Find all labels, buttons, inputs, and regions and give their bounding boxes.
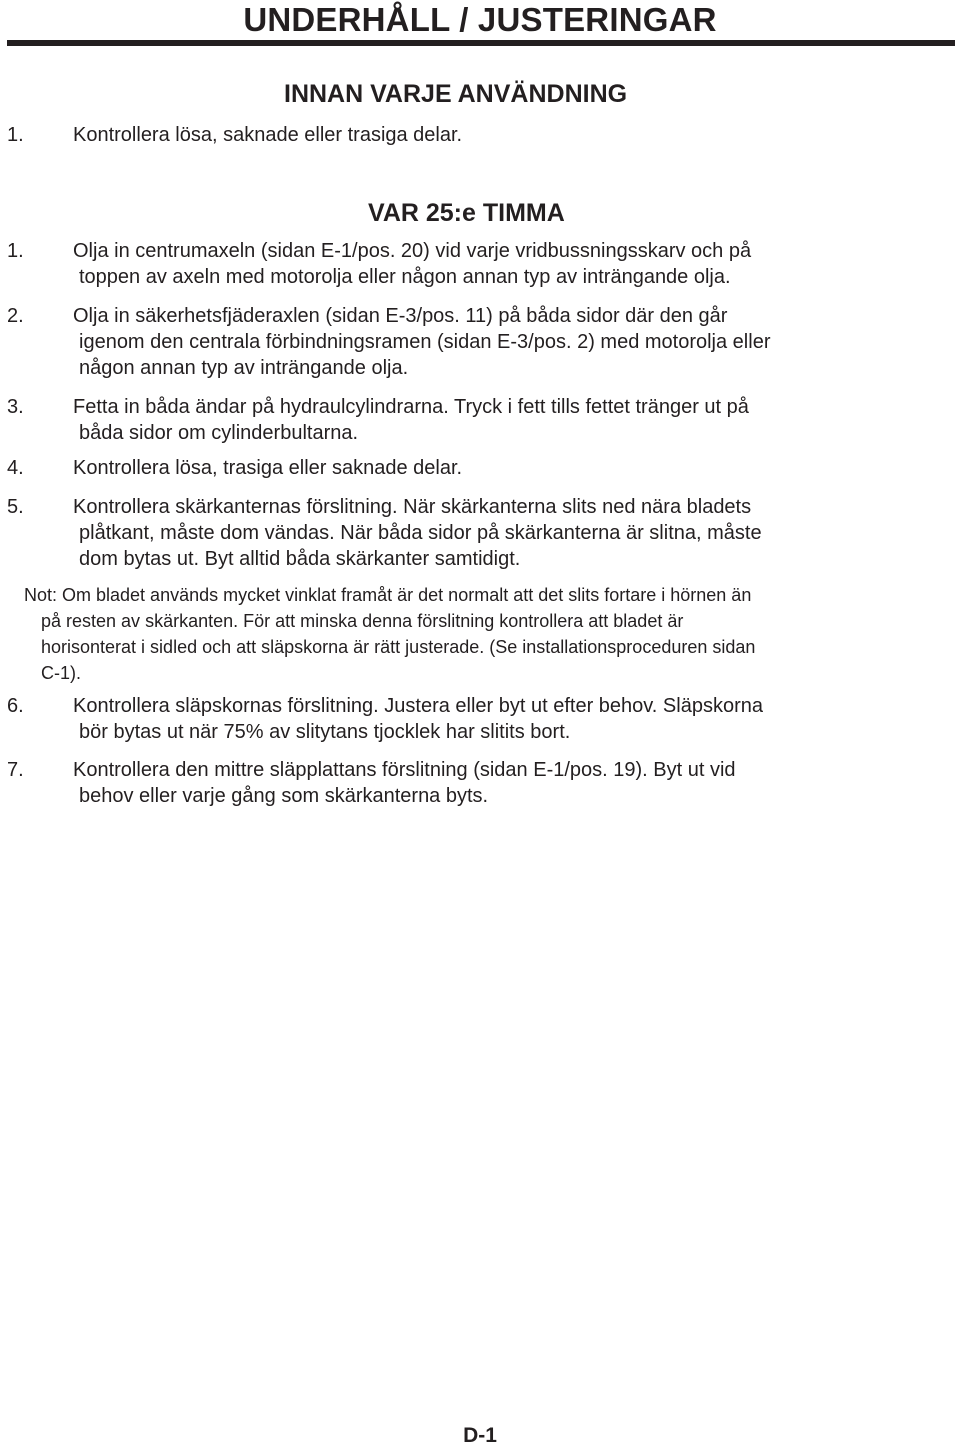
note-block <box>24 582 944 686</box>
list-item-number: 5. <box>7 496 24 518</box>
list-item-text: Olja in säkerhetsfjäderaxlen (sidan E-3/pos. 11) på båda sidor där den går igenom den centrala förbindningsramen (sidan E-3/pos. 2) med motorolja eller någon annan typ av inträngande olja. <box>73 305 771 379</box>
page-number: D-1 <box>463 1424 497 1447</box>
list-item-number: 7. <box>7 759 24 781</box>
list-item-text: Kontrollera den mittre släpplattans förslitning (sidan E-1/pos. 19). Byt ut vid behov eller varje gång som skärkanterna byts. <box>73 759 736 807</box>
list-item-number: 1. <box>7 124 24 146</box>
list-item-number: 4. <box>7 457 24 479</box>
list-item-number: 6. <box>7 695 24 717</box>
section-heading-before-use: INNAN VARJE ANVÄNDNING <box>284 80 628 108</box>
list-item-text: Olja in centrumaxeln (sidan E-1/pos. 20) vid varje vridbussningsskarv och på toppen av axeln med motorolja eller någon annan typ av inträngande olja. <box>73 240 752 288</box>
list-item-text: Kontrollera släpskornas förslitning. Justera eller byt ut efter behov. Släpskorna bör bytas ut när 75% av slitytans tjocklek har slitits bort. <box>73 695 763 743</box>
note-line: på resten av skärkanten. För att minska denna förslitning kontrollera att bladet är <box>41 611 684 631</box>
note-line: Not: Om bladet används mycket vinklat framåt är det normalt att det slits fortare i hörnen än <box>24 585 752 605</box>
list-item-number: 3. <box>7 396 24 418</box>
list-item-text: Fetta in båda ändar på hydraulcylindrarna. Tryck i fett tills fettet tränger ut på båda sidor om cylinderbultarna. <box>73 396 749 444</box>
section-heading-25-hours: VAR 25:e TIMMA <box>368 199 565 227</box>
list-item-text: Kontrollera lösa, saknade eller trasiga delar. <box>73 124 463 146</box>
note-line: C-1). <box>41 663 81 683</box>
list-item-number: 2. <box>7 305 24 327</box>
list-item-text: Kontrollera lösa, trasiga eller saknade delar. <box>73 457 463 479</box>
list-item-text: Kontrollera skärkanternas förslitning. När skärkanterna slits ned nära bladets plåtkant, måste dom vändas. När båda sidor på skärkanterna är slitna, måste dom bytas ut. Byt alltid båda skärkanter samtidigt. <box>73 496 762 570</box>
list-item-number: 1. <box>7 240 24 262</box>
page-title: UNDERHÅLL / JUSTERINGAR <box>243 1 717 38</box>
note-line: horisonterat i sidled och att släpskorna är rätt justerade. (Se installationsproceduren sidan <box>41 637 756 657</box>
title-rule <box>7 40 955 46</box>
